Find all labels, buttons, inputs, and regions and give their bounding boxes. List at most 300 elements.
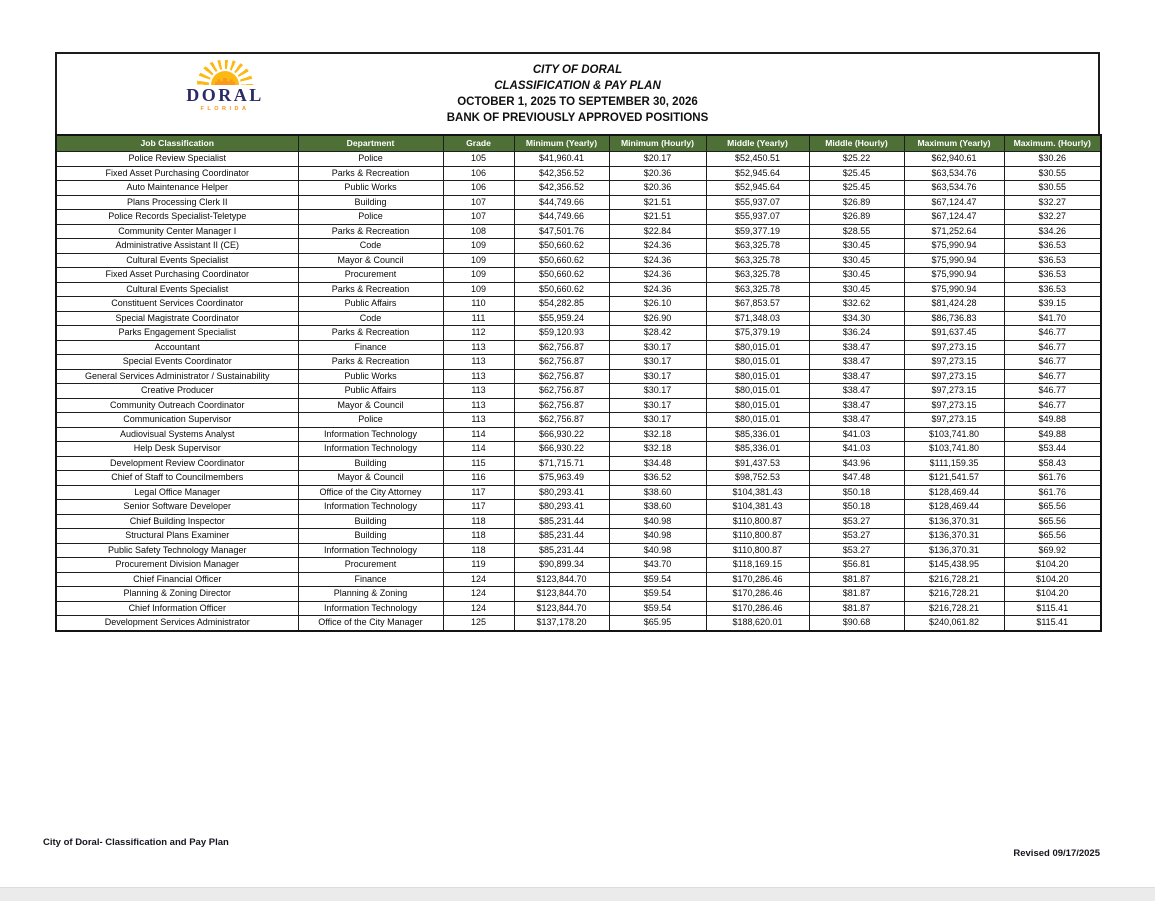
cell-department: Information Technology [298, 601, 443, 616]
title-line-2: CLASSIFICATION & PAY PLAN [494, 80, 661, 92]
cell-department: Office of the City Manager [298, 616, 443, 631]
cell-grade: 111 [443, 311, 514, 326]
cell-minimum-hourly: $26.10 [609, 297, 706, 312]
cell-middle-yearly: $75,379.19 [706, 326, 809, 341]
cell-middle-hourly: $38.47 [809, 398, 904, 413]
table-row [56, 514, 1101, 529]
table-row [56, 340, 1101, 355]
cell-minimum-yearly: $59,120.93 [514, 326, 609, 341]
table-row [56, 384, 1101, 399]
cell-grade: 124 [443, 572, 514, 587]
cell-minimum-hourly: $24.36 [609, 268, 706, 283]
cell-minimum-yearly: $50,660.62 [514, 268, 609, 283]
cell-minimum-hourly: $38.60 [609, 500, 706, 515]
cell-job-classification: Structural Plans Examiner [56, 529, 298, 544]
table-row [56, 442, 1101, 457]
cell-minimum-hourly: $32.18 [609, 442, 706, 457]
cell-maximum-yearly: $63,534.76 [904, 181, 1004, 196]
table-row [56, 224, 1101, 239]
logo-subtitle: FLORIDA [200, 106, 250, 112]
cell-minimum-yearly: $66,930.22 [514, 442, 609, 457]
cell-middle-yearly: $80,015.01 [706, 340, 809, 355]
cell-middle-hourly: $53.27 [809, 514, 904, 529]
cell-middle-hourly: $30.45 [809, 268, 904, 283]
viewer-bottom-strip [0, 887, 1155, 901]
column-header-job-classification: Job Classification [56, 135, 298, 152]
title-line-4: BANK OF PREVIOUSLY APPROVED POSITIONS [446, 112, 709, 124]
column-header-middle-yearly: Middle (Yearly) [706, 135, 809, 152]
cell-maximum-hourly: $49.88 [1004, 413, 1101, 428]
cell-grade: 113 [443, 369, 514, 384]
table-row [56, 239, 1101, 254]
cell-job-classification: General Services Administrator / Sustainability [56, 369, 298, 384]
cell-grade: 118 [443, 514, 514, 529]
cell-grade: 124 [443, 587, 514, 602]
cell-middle-yearly: $55,937.07 [706, 210, 809, 225]
cell-maximum-hourly: $104.20 [1004, 587, 1101, 602]
cell-maximum-hourly: $115.41 [1004, 601, 1101, 616]
cell-middle-hourly: $53.27 [809, 543, 904, 558]
table-row [56, 166, 1101, 181]
cell-maximum-hourly: $104.20 [1004, 572, 1101, 587]
cell-grade: 109 [443, 253, 514, 268]
cell-minimum-hourly: $59.54 [609, 587, 706, 602]
cell-department: Parks & Recreation [298, 282, 443, 297]
cell-minimum-yearly: $85,231.44 [514, 529, 609, 544]
cell-job-classification: Cultural Events Specialist [56, 253, 298, 268]
cell-maximum-hourly: $115.41 [1004, 616, 1101, 631]
cell-middle-hourly: $25.22 [809, 152, 904, 167]
cell-minimum-yearly: $123,844.70 [514, 601, 609, 616]
table-body [56, 152, 1101, 631]
cell-maximum-hourly: $30.55 [1004, 181, 1101, 196]
cell-middle-yearly: $110,800.87 [706, 529, 809, 544]
cell-middle-yearly: $104,381.43 [706, 485, 809, 500]
table-row [56, 326, 1101, 341]
cell-middle-hourly: $81.87 [809, 601, 904, 616]
title-line-3: OCTOBER 1, 2025 TO SEPTEMBER 30, 2026 [457, 96, 698, 108]
table-row [56, 253, 1101, 268]
cell-middle-hourly: $50.18 [809, 485, 904, 500]
cell-department: Parks & Recreation [298, 355, 443, 370]
cell-department: Planning & Zoning [298, 587, 443, 602]
cell-middle-yearly: $104,381.43 [706, 500, 809, 515]
cell-department: Mayor & Council [298, 471, 443, 486]
cell-job-classification: Audiovisual Systems Analyst [56, 427, 298, 442]
cell-minimum-yearly: $42,356.52 [514, 166, 609, 181]
table-row [56, 558, 1101, 573]
table-row [56, 355, 1101, 370]
cell-department: Mayor & Council [298, 253, 443, 268]
table-row [56, 529, 1101, 544]
cell-maximum-yearly: $121,541.57 [904, 471, 1004, 486]
cell-job-classification: Public Safety Technology Manager [56, 543, 298, 558]
cell-job-classification: Chief Building Inspector [56, 514, 298, 529]
cell-minimum-hourly: $30.17 [609, 340, 706, 355]
cell-middle-hourly: $50.18 [809, 500, 904, 515]
table-row [56, 195, 1101, 210]
cell-maximum-hourly: $39.15 [1004, 297, 1101, 312]
cell-grade: 115 [443, 456, 514, 471]
cell-maximum-hourly: $46.77 [1004, 340, 1101, 355]
cell-middle-hourly: $47.48 [809, 471, 904, 486]
cell-middle-hourly: $38.47 [809, 355, 904, 370]
cell-minimum-yearly: $123,844.70 [514, 587, 609, 602]
cell-maximum-hourly: $36.53 [1004, 268, 1101, 283]
cell-job-classification: Cultural Events Specialist [56, 282, 298, 297]
cell-job-classification: Auto Maintenance Helper [56, 181, 298, 196]
cell-job-classification: Plans Processing Clerk II [56, 195, 298, 210]
cell-minimum-yearly: $62,756.87 [514, 369, 609, 384]
cell-department: Information Technology [298, 427, 443, 442]
cell-middle-hourly: $81.87 [809, 572, 904, 587]
cell-middle-hourly: $38.47 [809, 413, 904, 428]
cell-department: Finance [298, 572, 443, 587]
cell-middle-yearly: $188,620.01 [706, 616, 809, 631]
cell-department: Police [298, 210, 443, 225]
cell-department: Parks & Recreation [298, 326, 443, 341]
cell-grade: 114 [443, 427, 514, 442]
cell-maximum-hourly: $65.56 [1004, 514, 1101, 529]
cell-grade: 106 [443, 166, 514, 181]
cell-maximum-yearly: $128,469.44 [904, 485, 1004, 500]
cell-middle-hourly: $32.62 [809, 297, 904, 312]
cell-department: Building [298, 456, 443, 471]
cell-maximum-yearly: $97,273.15 [904, 355, 1004, 370]
cell-minimum-hourly: $34.48 [609, 456, 706, 471]
cell-job-classification: Fixed Asset Purchasing Coordinator [56, 268, 298, 283]
cell-maximum-hourly: $46.77 [1004, 355, 1101, 370]
cell-minimum-hourly: $24.36 [609, 253, 706, 268]
cell-job-classification: Community Outreach Coordinator [56, 398, 298, 413]
cell-department: Public Works [298, 369, 443, 384]
cell-maximum-yearly: $128,469.44 [904, 500, 1004, 515]
cell-middle-yearly: $52,945.64 [706, 166, 809, 181]
cell-department: Public Affairs [298, 384, 443, 399]
cell-middle-hourly: $90.68 [809, 616, 904, 631]
cell-department: Building [298, 529, 443, 544]
cell-middle-yearly: $52,945.64 [706, 181, 809, 196]
cell-minimum-hourly: $20.36 [609, 166, 706, 181]
cell-minimum-yearly: $50,660.62 [514, 282, 609, 297]
cell-minimum-yearly: $44,749.66 [514, 210, 609, 225]
cell-grade: 110 [443, 297, 514, 312]
cell-minimum-hourly: $26.90 [609, 311, 706, 326]
cell-maximum-hourly: $69.92 [1004, 543, 1101, 558]
cell-middle-yearly: $91,437.53 [706, 456, 809, 471]
cell-middle-hourly: $56.81 [809, 558, 904, 573]
cell-maximum-yearly: $216,728.21 [904, 572, 1004, 587]
cell-maximum-yearly: $136,370.31 [904, 529, 1004, 544]
cell-minimum-hourly: $65.95 [609, 616, 706, 631]
cell-maximum-yearly: $71,252.64 [904, 224, 1004, 239]
cell-grade: 109 [443, 282, 514, 297]
cell-maximum-yearly: $136,370.31 [904, 543, 1004, 558]
cell-department: Public Works [298, 181, 443, 196]
footer-revision-date: Revised 09/17/2025 [1013, 848, 1100, 859]
cell-grade: 113 [443, 384, 514, 399]
cell-maximum-yearly: $145,438.95 [904, 558, 1004, 573]
table-row [56, 427, 1101, 442]
cell-maximum-hourly: $36.53 [1004, 239, 1101, 254]
cell-middle-yearly: $63,325.78 [706, 268, 809, 283]
cell-maximum-hourly: $46.77 [1004, 326, 1101, 341]
cell-maximum-hourly: $30.55 [1004, 166, 1101, 181]
table-row [56, 500, 1101, 515]
cell-grade: 109 [443, 268, 514, 283]
cell-maximum-yearly: $216,728.21 [904, 587, 1004, 602]
table-row [56, 311, 1101, 326]
cell-department: Public Affairs [298, 297, 443, 312]
cell-grade: 105 [443, 152, 514, 167]
cell-middle-hourly: $25.45 [809, 181, 904, 196]
cell-department: Building [298, 195, 443, 210]
cell-job-classification: Help Desk Supervisor [56, 442, 298, 457]
cell-maximum-hourly: $36.53 [1004, 282, 1101, 297]
cell-maximum-yearly: $75,990.94 [904, 253, 1004, 268]
cell-job-classification: Special Events Coordinator [56, 355, 298, 370]
cell-maximum-hourly: $65.56 [1004, 500, 1101, 515]
cell-middle-yearly: $52,450.51 [706, 152, 809, 167]
cell-job-classification: Police Review Specialist [56, 152, 298, 167]
cell-middle-yearly: $98,752.53 [706, 471, 809, 486]
column-header-maximum-yearly: Maximum (Yearly) [904, 135, 1004, 152]
cell-maximum-hourly: $46.77 [1004, 369, 1101, 384]
cell-grade: 114 [443, 442, 514, 457]
cell-minimum-yearly: $71,715.71 [514, 456, 609, 471]
cell-middle-hourly: $25.45 [809, 166, 904, 181]
table-header-row [56, 135, 1101, 152]
cell-job-classification: Constituent Services Coordinator [56, 297, 298, 312]
table-row [56, 398, 1101, 413]
document-sheet [55, 52, 1100, 632]
cell-maximum-hourly: $65.56 [1004, 529, 1101, 544]
cell-middle-hourly: $30.45 [809, 253, 904, 268]
cell-minimum-hourly: $20.36 [609, 181, 706, 196]
cell-middle-hourly: $41.03 [809, 442, 904, 457]
cell-job-classification: Legal Office Manager [56, 485, 298, 500]
table-row [56, 268, 1101, 283]
cell-minimum-hourly: $40.98 [609, 543, 706, 558]
cell-middle-yearly: $80,015.01 [706, 398, 809, 413]
cell-job-classification: Fixed Asset Purchasing Coordinator [56, 166, 298, 181]
cell-minimum-yearly: $47,501.76 [514, 224, 609, 239]
cell-maximum-yearly: $62,940.61 [904, 152, 1004, 167]
cell-job-classification: Parks Engagement Specialist [56, 326, 298, 341]
cell-minimum-hourly: $30.17 [609, 384, 706, 399]
cell-minimum-hourly: $21.51 [609, 210, 706, 225]
cell-middle-hourly: $28.55 [809, 224, 904, 239]
cell-middle-yearly: $110,800.87 [706, 543, 809, 558]
cell-middle-yearly: $55,937.07 [706, 195, 809, 210]
cell-job-classification: Communication Supervisor [56, 413, 298, 428]
cell-middle-hourly: $30.45 [809, 282, 904, 297]
cell-maximum-hourly: $46.77 [1004, 384, 1101, 399]
cell-maximum-yearly: $75,990.94 [904, 268, 1004, 283]
logo-wordmark: DORAL [186, 85, 264, 105]
cell-maximum-hourly: $32.27 [1004, 195, 1101, 210]
column-header-minimum-yearly: Minimum (Yearly) [514, 135, 609, 152]
cell-minimum-yearly: $85,231.44 [514, 514, 609, 529]
cell-maximum-hourly: $36.53 [1004, 253, 1101, 268]
cell-job-classification: Development Services Administrator [56, 616, 298, 631]
cell-minimum-hourly: $24.36 [609, 282, 706, 297]
cell-grade: 125 [443, 616, 514, 631]
cell-middle-hourly: $26.89 [809, 195, 904, 210]
cell-job-classification: Community Center Manager I [56, 224, 298, 239]
cell-minimum-hourly: $30.17 [609, 355, 706, 370]
cell-job-classification: Chief Information Officer [56, 601, 298, 616]
cell-maximum-hourly: $104.20 [1004, 558, 1101, 573]
cell-minimum-yearly: $85,231.44 [514, 543, 609, 558]
cell-maximum-yearly: $91,637.45 [904, 326, 1004, 341]
cell-minimum-hourly: $43.70 [609, 558, 706, 573]
cell-minimum-yearly: $42,356.52 [514, 181, 609, 196]
cell-minimum-yearly: $62,756.87 [514, 413, 609, 428]
cell-middle-yearly: $59,377.19 [706, 224, 809, 239]
cell-department: Police [298, 413, 443, 428]
cell-minimum-hourly: $32.18 [609, 427, 706, 442]
document-titles [57, 62, 1098, 126]
cell-middle-yearly: $71,348.03 [706, 311, 809, 326]
cell-maximum-yearly: $136,370.31 [904, 514, 1004, 529]
cell-grade: 112 [443, 326, 514, 341]
cell-maximum-hourly: $34.26 [1004, 224, 1101, 239]
cell-middle-hourly: $43.96 [809, 456, 904, 471]
cell-maximum-hourly: $58.43 [1004, 456, 1101, 471]
footer-document-title: City of Doral- Classification and Pay Plan [43, 837, 229, 848]
cell-maximum-yearly: $97,273.15 [904, 369, 1004, 384]
cell-middle-yearly: $67,853.57 [706, 297, 809, 312]
cell-middle-yearly: $80,015.01 [706, 369, 809, 384]
cell-grade: 116 [443, 471, 514, 486]
cell-middle-yearly: $80,015.01 [706, 413, 809, 428]
cell-middle-hourly: $36.24 [809, 326, 904, 341]
cell-minimum-yearly: $62,756.87 [514, 355, 609, 370]
cell-maximum-yearly: $103,741.80 [904, 427, 1004, 442]
cell-job-classification: Senior Software Developer [56, 500, 298, 515]
table-row [56, 413, 1101, 428]
cell-grade: 107 [443, 195, 514, 210]
cell-middle-yearly: $63,325.78 [706, 253, 809, 268]
title-line-1: CITY OF DORAL [532, 64, 623, 76]
cell-minimum-yearly: $80,293.41 [514, 485, 609, 500]
table-row [56, 210, 1101, 225]
table-row [56, 485, 1101, 500]
cell-middle-hourly: $53.27 [809, 529, 904, 544]
table-row [56, 181, 1101, 196]
cell-maximum-hourly: $61.76 [1004, 471, 1101, 486]
cell-minimum-hourly: $59.54 [609, 601, 706, 616]
cell-maximum-yearly: $97,273.15 [904, 413, 1004, 428]
cell-maximum-yearly: $97,273.15 [904, 340, 1004, 355]
cell-department: Code [298, 239, 443, 254]
cell-minimum-yearly: $54,282.85 [514, 297, 609, 312]
cell-maximum-hourly: $49.88 [1004, 427, 1101, 442]
cell-maximum-yearly: $97,273.15 [904, 384, 1004, 399]
cell-middle-yearly: $110,800.87 [706, 514, 809, 529]
cell-maximum-yearly: $97,273.15 [904, 398, 1004, 413]
cell-maximum-yearly: $67,124.47 [904, 195, 1004, 210]
cell-maximum-hourly: $61.76 [1004, 485, 1101, 500]
table-row [56, 616, 1101, 631]
cell-middle-yearly: $63,325.78 [706, 239, 809, 254]
cell-grade: 118 [443, 543, 514, 558]
cell-minimum-hourly: $30.17 [609, 369, 706, 384]
table-row [56, 471, 1101, 486]
table-row [56, 297, 1101, 312]
cell-department: Parks & Recreation [298, 166, 443, 181]
cell-grade: 117 [443, 485, 514, 500]
table-row [56, 587, 1101, 602]
cell-maximum-hourly: $53.44 [1004, 442, 1101, 457]
cell-minimum-yearly: $90,899.34 [514, 558, 609, 573]
cell-grade: 119 [443, 558, 514, 573]
cell-minimum-yearly: $62,756.87 [514, 340, 609, 355]
cell-job-classification: Chief of Staff to Councilmembers [56, 471, 298, 486]
cell-middle-hourly: $41.03 [809, 427, 904, 442]
table-row [56, 601, 1101, 616]
column-header-grade: Grade [443, 135, 514, 152]
cell-minimum-hourly: $40.98 [609, 514, 706, 529]
cell-middle-hourly: $34.30 [809, 311, 904, 326]
column-header-department: Department [298, 135, 443, 152]
cell-middle-yearly: $63,325.78 [706, 282, 809, 297]
cell-middle-hourly: $38.47 [809, 340, 904, 355]
cell-middle-yearly: $170,286.46 [706, 601, 809, 616]
cell-department: Police [298, 152, 443, 167]
table-row [56, 543, 1101, 558]
cell-maximum-yearly: $240,061.82 [904, 616, 1004, 631]
cell-job-classification: Accountant [56, 340, 298, 355]
cell-maximum-yearly: $111,159.35 [904, 456, 1004, 471]
cell-minimum-hourly: $36.52 [609, 471, 706, 486]
cell-job-classification: Police Records Specialist-Teletype [56, 210, 298, 225]
cell-minimum-yearly: $80,293.41 [514, 500, 609, 515]
cell-middle-yearly: $80,015.01 [706, 355, 809, 370]
cell-minimum-hourly: $59.54 [609, 572, 706, 587]
cell-maximum-yearly: $75,990.94 [904, 282, 1004, 297]
cell-maximum-hourly: $30.26 [1004, 152, 1101, 167]
cell-grade: 106 [443, 181, 514, 196]
table-row [56, 282, 1101, 297]
cell-job-classification: Planning & Zoning Director [56, 587, 298, 602]
cell-minimum-hourly: $28.42 [609, 326, 706, 341]
cell-grade: 124 [443, 601, 514, 616]
cell-minimum-yearly: $75,963.49 [514, 471, 609, 486]
cell-maximum-yearly: $63,534.76 [904, 166, 1004, 181]
cell-job-classification: Chief Financial Officer [56, 572, 298, 587]
table-row [56, 369, 1101, 384]
cell-middle-yearly: $170,286.46 [706, 572, 809, 587]
cell-middle-yearly: $80,015.01 [706, 384, 809, 399]
cell-grade: 118 [443, 529, 514, 544]
table-row [56, 456, 1101, 471]
cell-minimum-yearly: $41,960.41 [514, 152, 609, 167]
cell-middle-hourly: $38.47 [809, 369, 904, 384]
cell-minimum-hourly: $38.60 [609, 485, 706, 500]
cell-minimum-hourly: $21.51 [609, 195, 706, 210]
cell-job-classification: Special Magistrate Coordinator [56, 311, 298, 326]
cell-minimum-yearly: $123,844.70 [514, 572, 609, 587]
cell-grade: 113 [443, 398, 514, 413]
cell-minimum-hourly: $20.17 [609, 152, 706, 167]
cell-maximum-yearly: $216,728.21 [904, 601, 1004, 616]
cell-maximum-yearly: $75,990.94 [904, 239, 1004, 254]
cell-middle-hourly: $81.87 [809, 587, 904, 602]
cell-maximum-yearly: $81,424.28 [904, 297, 1004, 312]
column-header-middle-hourly: Middle (Hourly) [809, 135, 904, 152]
